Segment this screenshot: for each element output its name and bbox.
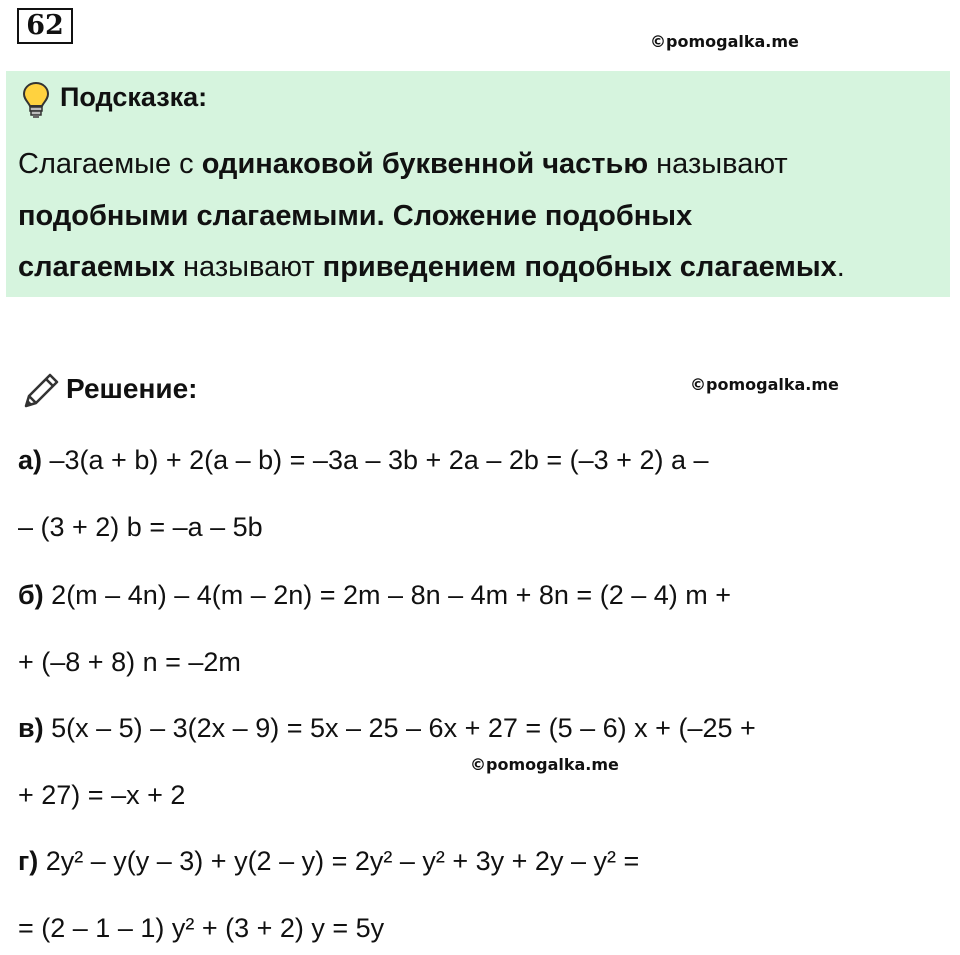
solution-line-b-2 — [18, 647, 241, 678]
solution-line-g-1 — [18, 846, 639, 877]
hint-bold: слагаемых — [18, 251, 175, 283]
watermark-middle: ©pomogalka.me — [690, 375, 839, 394]
solution-line-g-2 — [18, 913, 384, 944]
solution-line-a-2 — [18, 512, 263, 543]
hint-bold: приведением подобных слагаемых — [322, 251, 837, 283]
hint-line-1 — [18, 148, 788, 181]
lightbulb-icon — [20, 80, 52, 120]
part-label: г) — [18, 846, 39, 876]
expression: 2y² – y(y – 3) + y(2 – y) = 2y² – y² + 3y + 2y – y² = — [38, 846, 640, 876]
expression: 2(m – 4n) – 4(m – 2n) = 2m – 8n – 4m + 8n = (2 – 4) m + — [43, 580, 731, 610]
hint-text: Слагаемые с — [18, 148, 202, 180]
solution-line-v-1 — [18, 713, 756, 744]
expression: –3(a + b) + 2(a – b) = –3a – 3b + 2a – 2b = (–3 + 2) a – — [42, 445, 709, 475]
task-number: 62 — [17, 8, 73, 44]
watermark-bottom: ©pomogalka.me — [470, 755, 619, 774]
hint-line-3 — [18, 251, 845, 284]
expression: = (2 – 1 – 1) y² + (3 + 2) y = 5y — [18, 913, 385, 943]
pencil-icon — [20, 370, 62, 412]
expression: + (–8 + 8) n = –2m — [18, 647, 241, 677]
hint-text: . — [836, 251, 845, 283]
hint-line-2 — [18, 200, 692, 233]
solution-line-v-2 — [18, 780, 185, 811]
part-label: б) — [18, 580, 44, 610]
hint-bold: одинаковой буквенной частью — [201, 148, 649, 180]
part-label: в) — [18, 713, 44, 743]
solution-line-a-1 — [18, 445, 709, 476]
hint-text: называют — [174, 251, 323, 283]
solution-line-b-1 — [18, 580, 731, 611]
expression: + 27) = –x + 2 — [18, 780, 186, 810]
hint-text: называют — [648, 148, 788, 180]
solution-title: Решение: — [66, 373, 198, 404]
expression: – (3 + 2) b = –a – 5b — [18, 512, 263, 542]
part-label: а) — [18, 445, 43, 475]
hint-bold: . Сложение подобных — [376, 200, 693, 232]
hint-bold: подобными слагаемыми — [18, 200, 377, 232]
hint-title: Подсказка: — [60, 82, 208, 112]
watermark-top: ©pomogalka.me — [650, 32, 799, 51]
expression: 5(x – 5) – 3(2x – 9) = 5x – 25 – 6x + 27 = (5 – 6) x + (–25 + — [43, 713, 756, 743]
